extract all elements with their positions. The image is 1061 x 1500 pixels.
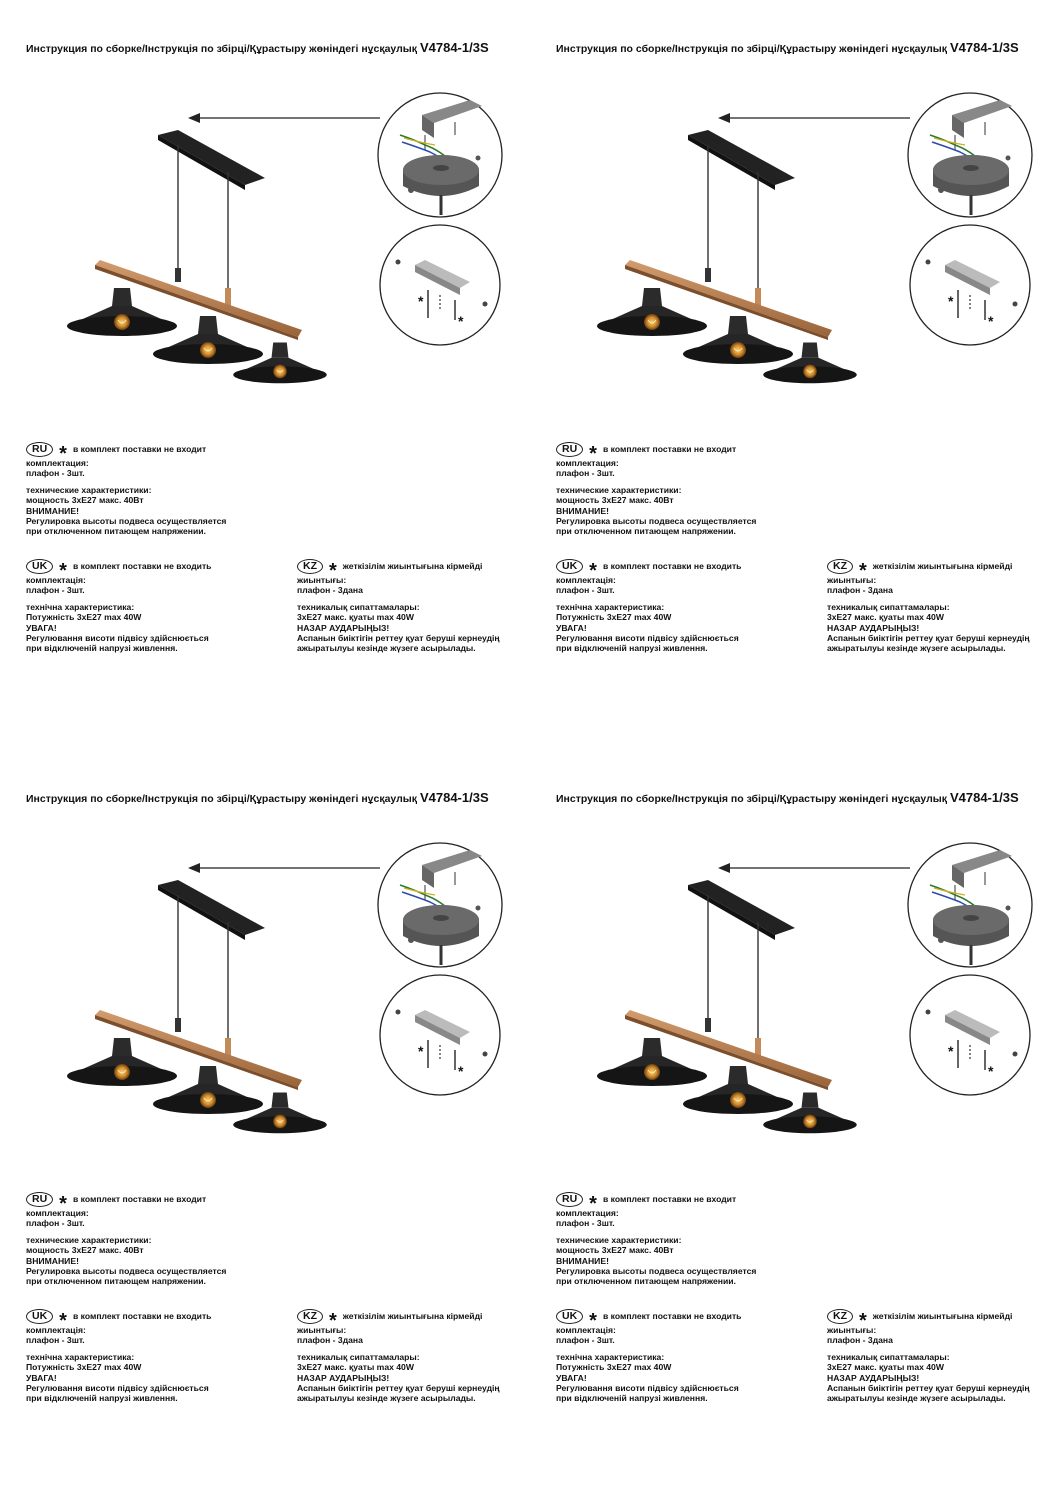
uk-line6: Регулювання висоти підвісу здійснюється — [26, 1383, 209, 1394]
ru-badge: RU — [26, 1192, 53, 1207]
uk-line1: комплектація: — [26, 1325, 86, 1335]
instruction-panel — [0, 750, 530, 1500]
ru-line3: технические характеристики: — [556, 1234, 682, 1245]
kz-line5: НАЗАР АУДАРЫҢЫЗ! — [297, 1372, 390, 1383]
kz-badge: KZ — [827, 559, 853, 574]
ru-note: в комплект поставки не входит — [72, 1194, 207, 1205]
uk-line6: Регулювання висоти підвісу здійснюється — [556, 1383, 739, 1394]
ru-line6: Регулировка высоты подвеса осуществляется — [556, 1266, 757, 1277]
kz-line5: НАЗАР АУДАРЫҢЫЗ! — [827, 622, 920, 633]
asterisk-icon: * — [59, 442, 67, 465]
ru-line2: плафон - 3шт. — [556, 1218, 615, 1229]
uk-line5: УВАГА! — [556, 1372, 587, 1383]
ru-line5: ВНИМАНИЕ! — [26, 1255, 79, 1266]
ru-line1: комплектация: — [26, 458, 89, 468]
ru-line4: мощность 3хЕ27 макс. 40Вт — [26, 495, 144, 506]
ru-line4: мощность 3хЕ27 макс. 40Вт — [556, 1245, 674, 1256]
ru-line5: ВНИМАНИЕ! — [556, 505, 609, 516]
model-number: V4784-1/3S — [949, 790, 1019, 805]
uk-line4: Потужність 3хЕ27 max 40W — [26, 612, 142, 623]
title-text: Инструкция по сборке/Інструкція по збірці/Құрастыру жөніндегі нұсқаулық — [556, 793, 950, 805]
section-uk — [556, 559, 741, 654]
kz-line2: плафон - 3дана — [827, 1335, 893, 1346]
uk-line2: плафон - 3шт. — [26, 1335, 85, 1346]
kz-line2: плафон - 3дана — [297, 1335, 363, 1346]
ru-line2: плафон - 3шт. — [556, 468, 615, 479]
uk-line2: плафон - 3шт. — [26, 585, 85, 596]
asterisk-icon: * — [859, 559, 867, 582]
kz-badge: KZ — [297, 1309, 323, 1324]
page-title — [556, 40, 1019, 55]
lamp-illustration — [560, 90, 1050, 400]
ru-line6: Регулировка высоты подвеса осуществляется — [556, 516, 757, 527]
kz-note: жеткізілім жиынтығына кірмейді — [342, 1311, 483, 1322]
ru-badge: RU — [556, 1192, 583, 1207]
uk-note: в комплект поставки не входить — [602, 561, 742, 572]
kz-note: жеткізілім жиынтығына кірмейді — [342, 561, 483, 572]
asterisk-icon: * — [329, 559, 337, 582]
kz-line1: жиынтығы: — [827, 1325, 877, 1335]
model-number: V4784-1/3S — [949, 40, 1019, 55]
model-number: V4784-1/3S — [419, 40, 489, 55]
ru-line2: плафон - 3шт. — [26, 468, 85, 479]
ru-badge: RU — [556, 442, 583, 457]
section-kz — [827, 559, 1030, 654]
uk-line7: при відключеній напрузі живлення. — [26, 1393, 178, 1404]
uk-note: в комплект поставки не входить — [72, 1311, 212, 1322]
uk-line7: при відключеній напрузі живлення. — [556, 1393, 708, 1404]
ru-line4: мощность 3хЕ27 макс. 40Вт — [556, 495, 674, 506]
uk-badge: UK — [26, 559, 53, 574]
section-ru — [26, 442, 226, 537]
asterisk-icon: * — [59, 1192, 67, 1215]
section-ru — [556, 1192, 756, 1287]
kz-line5: НАЗАР АУДАРЫҢЫЗ! — [827, 1372, 920, 1383]
lamp-illustration — [560, 840, 1050, 1150]
asterisk-icon: * — [589, 1309, 597, 1332]
section-uk — [26, 559, 211, 654]
page-title — [556, 790, 1019, 805]
asterisk-icon: * — [59, 559, 67, 582]
uk-line4: Потужність 3хЕ27 max 40W — [556, 1362, 672, 1373]
section-kz — [827, 1309, 1030, 1404]
kz-line3: техникалық сипаттамалары: — [297, 1351, 420, 1362]
kz-line6: Аспанын биіктігін реттеу қуат беруші кернеудің — [827, 1383, 1030, 1394]
asterisk-icon: * — [859, 1309, 867, 1332]
ru-line7: при отключенном питающем напряжении. — [556, 1276, 736, 1287]
kz-line4: 3хЕ27 макс. қуаты max 40W — [827, 1362, 944, 1373]
uk-line5: УВАГА! — [556, 622, 587, 633]
ru-line5: ВНИМАНИЕ! — [26, 505, 79, 516]
uk-line2: плафон - 3шт. — [556, 585, 615, 596]
ru-line1: комплектация: — [556, 458, 619, 468]
instruction-panel — [530, 750, 1060, 1500]
ru-badge: RU — [26, 442, 53, 457]
kz-line4: 3хЕ27 макс. қуаты max 40W — [827, 612, 944, 623]
asterisk-icon: * — [589, 1192, 597, 1215]
uk-line4: Потужність 3хЕ27 max 40W — [556, 612, 672, 623]
ru-line6: Регулировка высоты подвеса осуществляется — [26, 1266, 227, 1277]
uk-line3: технічна характеристика: — [26, 1351, 135, 1362]
kz-line7: ажыратылуы кезінде жүзеге асырылады. — [297, 643, 476, 654]
instruction-panel — [530, 0, 1060, 750]
ru-line7: при отключенном питающем напряжении. — [26, 1276, 206, 1287]
uk-line5: УВАГА! — [26, 622, 57, 633]
kz-line7: ажыратылуы кезінде жүзеге асырылады. — [297, 1393, 476, 1404]
section-uk — [556, 1309, 741, 1404]
kz-line7: ажыратылуы кезінде жүзеге асырылады. — [827, 643, 1006, 654]
lamp-illustration — [30, 840, 520, 1150]
ru-note: в комплект поставки не входит — [602, 1194, 737, 1205]
page-title — [26, 40, 489, 55]
kz-line2: плафон - 3дана — [827, 585, 893, 596]
kz-line7: ажыратылуы кезінде жүзеге асырылады. — [827, 1393, 1006, 1404]
ru-note: в комплект поставки не входит — [602, 444, 737, 455]
asterisk-icon: * — [59, 1309, 67, 1332]
uk-badge: UK — [26, 1309, 53, 1324]
kz-badge: KZ — [827, 1309, 853, 1324]
kz-note: жеткізілім жиынтығына кірмейді — [872, 1311, 1013, 1322]
kz-line4: 3хЕ27 макс. қуаты max 40W — [297, 1362, 414, 1373]
section-kz — [297, 559, 500, 654]
uk-line7: при відключеній напрузі живлення. — [556, 643, 708, 654]
kz-line4: 3хЕ27 макс. қуаты max 40W — [297, 612, 414, 623]
kz-line6: Аспанын биіктігін реттеу қуат беруші кернеудің — [297, 633, 500, 644]
asterisk-icon: * — [589, 442, 597, 465]
model-number: V4784-1/3S — [419, 790, 489, 805]
uk-line2: плафон - 3шт. — [556, 1335, 615, 1346]
lamp-illustration — [30, 90, 520, 400]
ru-line4: мощность 3хЕ27 макс. 40Вт — [26, 1245, 144, 1256]
uk-line6: Регулювання висоти підвісу здійснюється — [26, 633, 209, 644]
uk-badge: UK — [556, 1309, 583, 1324]
kz-line1: жиынтығы: — [297, 1325, 347, 1335]
section-ru — [26, 1192, 226, 1287]
uk-line7: при відключеній напрузі живлення. — [26, 643, 178, 654]
ru-line7: при отключенном питающем напряжении. — [556, 526, 736, 537]
uk-line3: технічна характеристика: — [556, 601, 665, 612]
kz-line1: жиынтығы: — [297, 575, 347, 585]
page-title — [26, 790, 489, 805]
asterisk-icon: * — [589, 559, 597, 582]
title-text: Инструкция по сборке/Інструкція по збірці/Құрастыру жөніндегі нұсқаулық — [26, 793, 420, 805]
uk-line1: комплектація: — [26, 575, 86, 585]
uk-line3: технічна характеристика: — [26, 601, 135, 612]
uk-note: в комплект поставки не входить — [602, 1311, 742, 1322]
ru-line3: технические характеристики: — [26, 484, 152, 495]
kz-line3: техникалық сипаттамалары: — [827, 1351, 950, 1362]
kz-badge: KZ — [297, 559, 323, 574]
title-text: Инструкция по сборке/Інструкція по збірці/Құрастыру жөніндегі нұсқаулық — [26, 43, 420, 55]
uk-line3: технічна характеристика: — [556, 1351, 665, 1362]
uk-line5: УВАГА! — [26, 1372, 57, 1383]
ru-line7: при отключенном питающем напряжении. — [26, 526, 206, 537]
ru-line1: комплектация: — [556, 1208, 619, 1218]
kz-line6: Аспанын биіктігін реттеу қуат беруші кернеудің — [297, 1383, 500, 1394]
ru-line3: технические характеристики: — [556, 484, 682, 495]
kz-line5: НАЗАР АУДАРЫҢЫЗ! — [297, 622, 390, 633]
title-text: Инструкция по сборке/Інструкція по збірці/Құрастыру жөніндегі нұсқаулық — [556, 43, 950, 55]
ru-note: в комплект поставки не входит — [72, 444, 207, 455]
ru-line1: комплектация: — [26, 1208, 89, 1218]
kz-line6: Аспанын биіктігін реттеу қуат беруші кернеудің — [827, 633, 1030, 644]
ru-line2: плафон - 3шт. — [26, 1218, 85, 1229]
kz-line1: жиынтығы: — [827, 575, 877, 585]
instruction-panel — [0, 0, 530, 750]
uk-badge: UK — [556, 559, 583, 574]
uk-note: в комплект поставки не входить — [72, 561, 212, 572]
section-kz — [297, 1309, 500, 1404]
kz-note: жеткізілім жиынтығына кірмейді — [872, 561, 1013, 572]
uk-line1: комплектація: — [556, 1325, 616, 1335]
asterisk-icon: * — [329, 1309, 337, 1332]
kz-line3: техникалық сипаттамалары: — [297, 601, 420, 612]
kz-line2: плафон - 3дана — [297, 585, 363, 596]
ru-line5: ВНИМАНИЕ! — [556, 1255, 609, 1266]
ru-line3: технические характеристики: — [26, 1234, 152, 1245]
uk-line1: комплектація: — [556, 575, 616, 585]
section-ru — [556, 442, 756, 537]
uk-line6: Регулювання висоти підвісу здійснюється — [556, 633, 739, 644]
section-uk — [26, 1309, 211, 1404]
uk-line4: Потужність 3хЕ27 max 40W — [26, 1362, 142, 1373]
kz-line3: техникалық сипаттамалары: — [827, 601, 950, 612]
ru-line6: Регулировка высоты подвеса осуществляется — [26, 516, 227, 527]
